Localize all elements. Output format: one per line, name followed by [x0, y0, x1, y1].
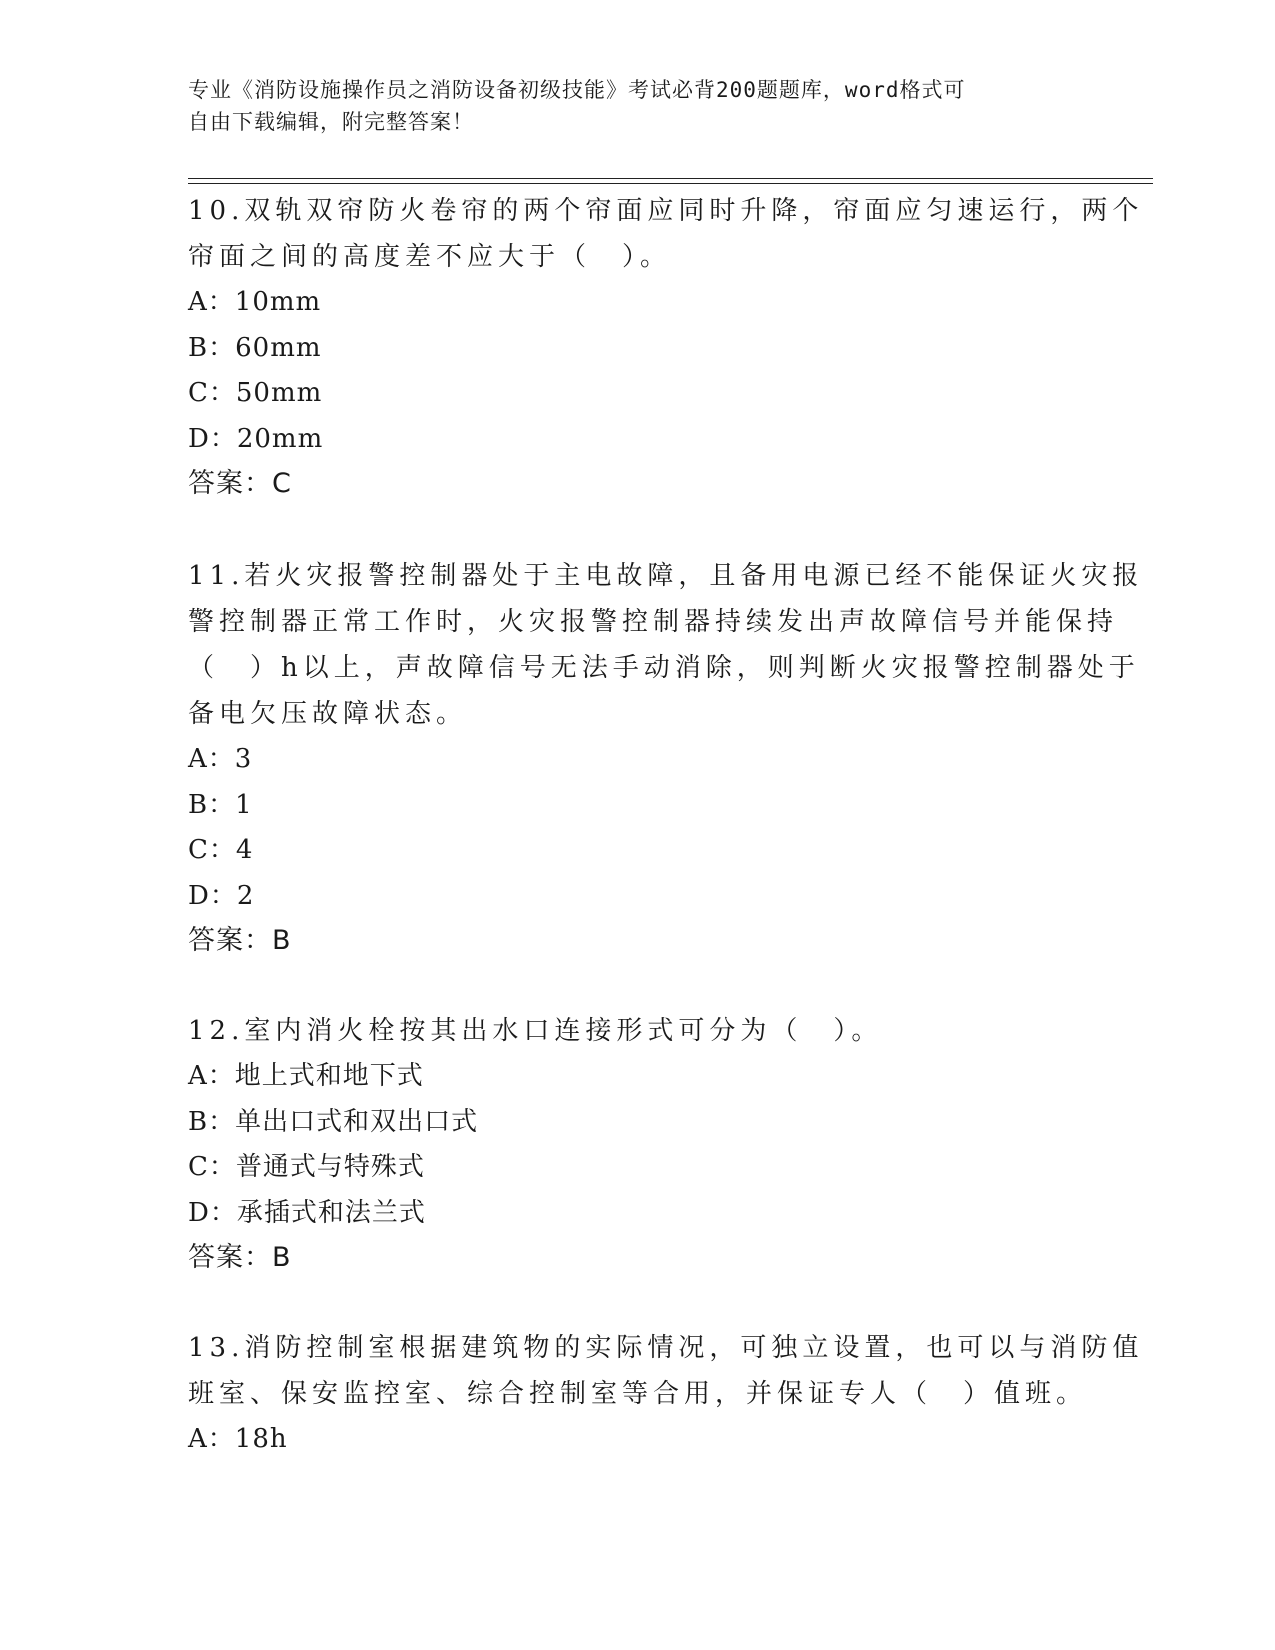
option-c: C：50mm [188, 378, 323, 408]
question-line: 13.消防控制室根据建筑物的实际情况，可独立设置，也可以与消防值 [188, 1333, 1144, 1363]
header-line-1: 专业《消防设施操作员之消防设备初级技能》考试必背200题题库，word格式可 [188, 78, 966, 102]
question-line: 班室、保安监控室、综合控制室等合用，并保证专人（ ）值班。 [188, 1379, 1088, 1409]
question-line: （ ）h以上，声故障信号无法手动消除，则判断火灾报警控制器处于 [188, 653, 1140, 683]
option-c: C：4 [188, 835, 254, 865]
option-d: D：承插式和法兰式 [188, 1197, 426, 1228]
question-11 [188, 553, 1143, 963]
question-line: 11.若火灾报警控制器处于主电故障，且备用电源已经不能保证火灾报 [188, 561, 1144, 591]
header-divider-top [188, 178, 1153, 179]
option-d: D：2 [188, 880, 255, 911]
question-text [188, 1008, 882, 1054]
option-d: D：20mm [188, 423, 324, 454]
question-line: 帘面之间的高度差不应大于（ ）。 [188, 242, 672, 272]
question-line: 10.双轨双帘防火卷帘的两个帘面应同时升降，帘面应匀速运行，两个 [188, 196, 1144, 226]
header-line-2: 自由下载编辑，附完整答案！ [188, 110, 474, 134]
option-b: B：60mm [188, 332, 322, 363]
question-line: 12.室内消火栓按其出水口连接形式可分为（ ）。 [188, 1016, 883, 1046]
option-a: A：18h [188, 1424, 288, 1454]
question-text [188, 1325, 1143, 1417]
option-a: A：地上式和地下式 [188, 1061, 424, 1091]
answer: 答案：B [188, 925, 292, 956]
question-text [188, 188, 1143, 280]
option-a: A：10mm [188, 287, 322, 317]
option-b: B：1 [188, 789, 253, 820]
answer: 答案：C [188, 468, 292, 499]
question-line: 警控制器正常工作时，火灾报警控制器持续发出声故障信号并能保持 [188, 607, 1119, 637]
question-10 [188, 188, 1143, 506]
question-12 [188, 1008, 882, 1280]
header-divider-bottom [188, 183, 1153, 184]
question-text [188, 553, 1143, 737]
answer: 答案：B [188, 1242, 292, 1273]
option-c: C：普通式与特殊式 [188, 1152, 425, 1182]
option-b: B：单出口式和双出口式 [188, 1106, 479, 1137]
document-header [188, 74, 1068, 138]
question-13 [188, 1325, 1143, 1463]
question-line: 备电欠压故障状态。 [188, 699, 468, 729]
option-a: A：3 [188, 744, 253, 774]
